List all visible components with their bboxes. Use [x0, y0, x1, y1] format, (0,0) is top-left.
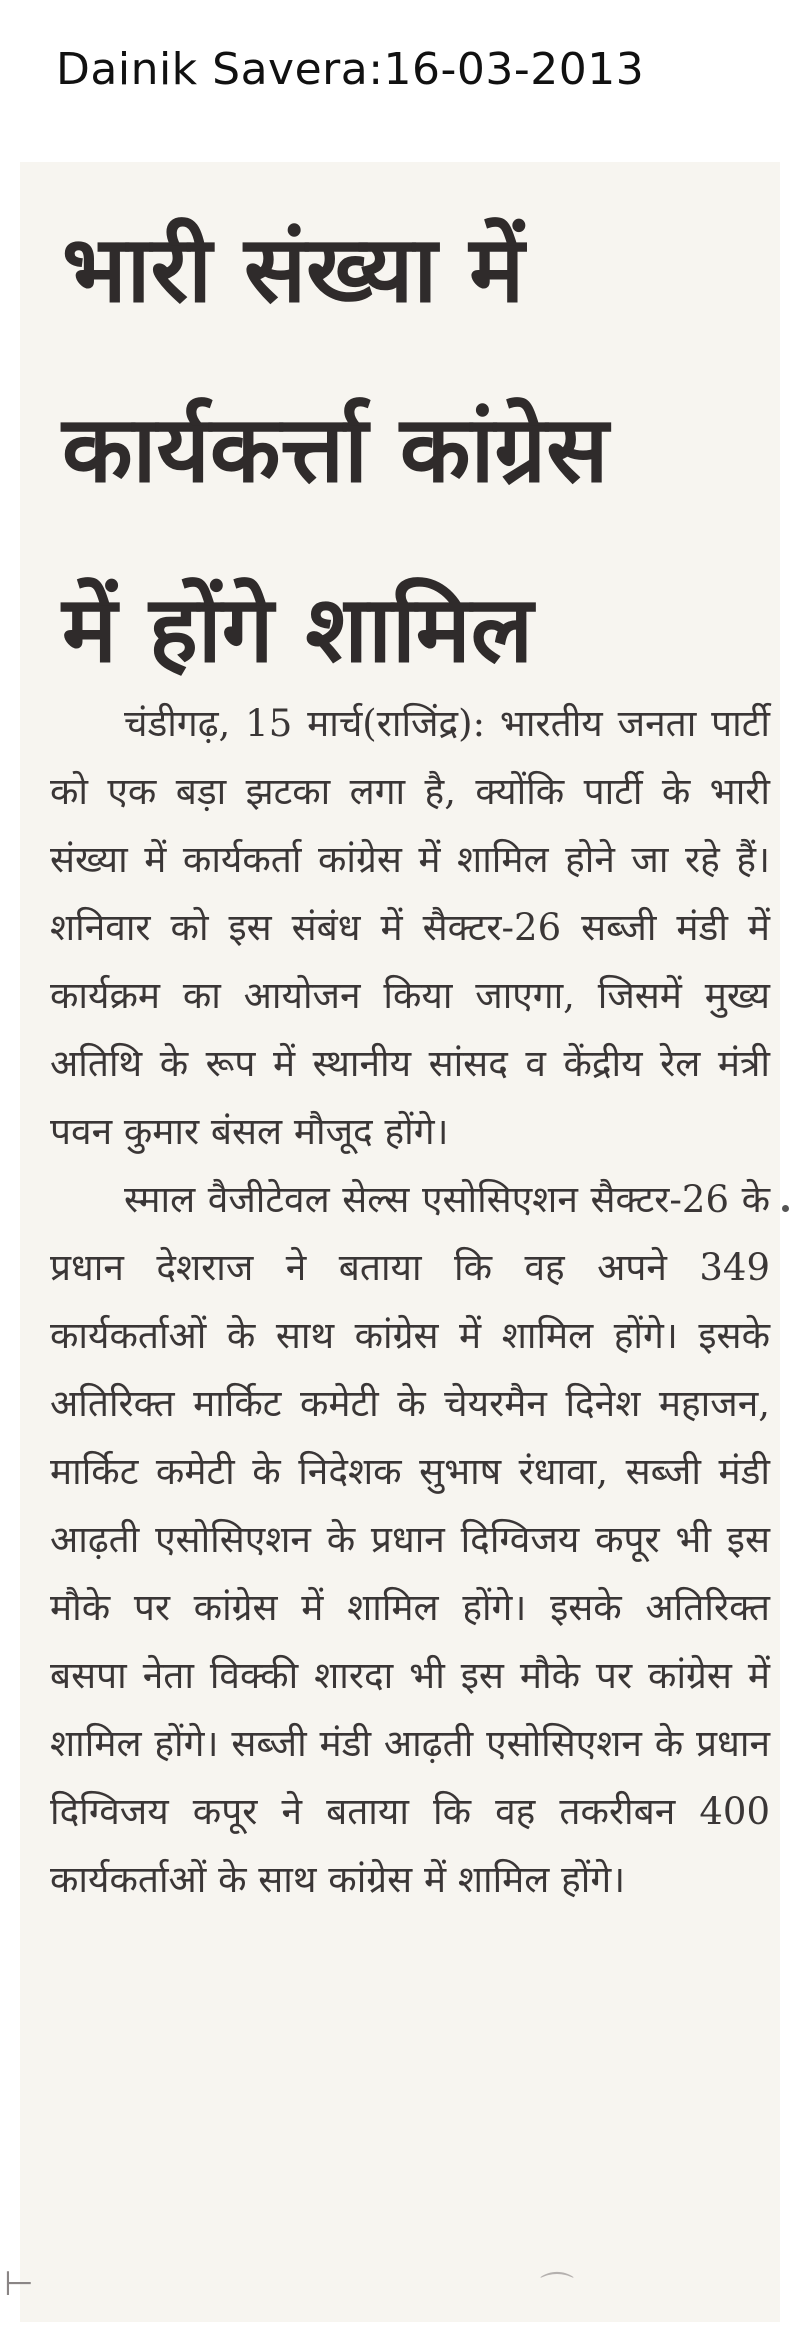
article-paragraph-2: स्माल वैजीटेवल सेल्स एसोसिएशन सैक्टर-26 के प्रधान देशराज ने बताया कि वह अपने 349 कार्यकर्ताओं के साथ कांग्रेस में शामिल होंगे। इसके अतिरिक्त मार्किट कमेटी के चेयरमैन दिनेश महाजन, मार्किट कमेटी के निदेशक सुभाष रंधावा, सब्जी मंडी आढ़ती एसोसिएशन के प्रधान दिग्विजय कपूर भी इस मौके पर कांग्रेस में शामिल होंगे। इसके अतिरिक्त बसपा नेता विक्की शारदा भी इस मौके पर कांग्रेस में शामिल होंगे। सब्जी मंडी आढ़ती एसोसिएशन के प्रधान दिग्विजय कपूर ने बताया कि वह तकरीबन 400 कार्यकर्ताओं के साथ कांग्रेस में शामिल होंगे।: [50, 1178, 770, 1901]
headline-line-1: भारी संख्या में: [62, 216, 525, 323]
scan-mark-right: ⌒: [540, 2270, 574, 2310]
headline-line-2: कार्यकर्त्ता कांग्रेस: [62, 396, 609, 503]
headline: [62, 180, 682, 720]
article-paragraph-1: चंडीगढ़, 15 मार्च(राजिंद्र): भारतीय जनता पार्टी को एक बड़ा झटका लगा है, क्योंकि पार्टी के भारी संख्या में कार्यकर्ता कांग्रेस में शामिल होने जा रहे हैं। शनिवार को इस संबंध में सैक्टर-26 सब्जी मंडी में कार्यक्रम का आयोजन किया जाएगा, जिसमें मुख्य अतिथि के रूप में स्थानीय सांसद व केंद्रीय रेल मंत्री पवन कुमार बंसल मौजूद होंगे।: [50, 702, 770, 1153]
source-line: Dainik Savera:16-03-2013: [56, 44, 645, 95]
margin-dot: [782, 1205, 789, 1212]
headline-line-3: में होंगे शामिल: [62, 576, 534, 683]
article-body: [50, 690, 770, 1914]
scan-mark-left: ⊢: [4, 2264, 34, 2304]
